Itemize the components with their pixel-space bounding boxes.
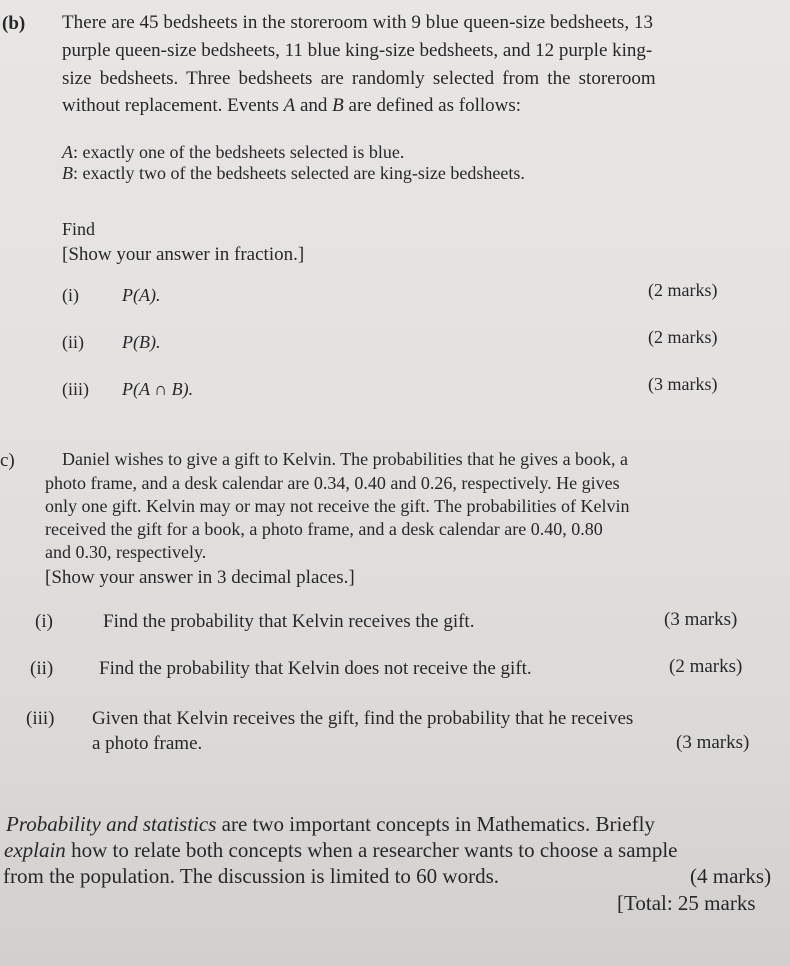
question-c-i-marks: (3 marks) xyxy=(664,609,738,630)
event-a-definition: A: exactly one of the bedsheets selected is blue. xyxy=(62,142,405,162)
question-b-i-expression: P(A). xyxy=(122,285,161,305)
part-c-paragraph-line-1: Daniel wishes to give a gift to Kelvin. The probabilities that he gives a book, a xyxy=(62,449,629,469)
question-b-ii-expression: P(B). xyxy=(122,332,161,352)
part-b-paragraph-line-2: purple queen-size bedsheets, 11 blue king-size bedsheets, and 12 purple king- xyxy=(62,40,653,61)
question-b-iii-number: (iii) xyxy=(62,379,89,399)
question-b-iii-marks: (3 marks) xyxy=(648,374,718,394)
part-d-line-1-rest: are two important concepts in Mathematics. Briefly xyxy=(216,812,655,836)
question-c-iii-text: Given that Kelvin receives the gift, find the probability that he receives xyxy=(92,708,634,729)
part-c-paragraph-line-2: photo frame, and a desk calendar are 0.34, 0.40 and 0.26, respectively. He gives xyxy=(45,473,620,493)
part-d-marks: (4 marks) xyxy=(690,864,772,888)
question-c-ii-text: Find the probability that Kelvin does not receive the gift. xyxy=(99,658,532,679)
part-c-instruction: [Show your answer in 3 decimal places.] xyxy=(45,567,355,588)
part-b-paragraph-line-3: size bedsheets. Three bedsheets are randomly selected from the storeroom xyxy=(62,68,656,89)
part-c-paragraph-line-5: and 0.30, respectively. xyxy=(45,542,207,562)
question-b-ii-number: (ii) xyxy=(62,332,84,352)
part-c-paragraph-line-4: received the gift for a book, a photo frame, and a desk calendar are 0.40, 0.80 xyxy=(45,519,603,539)
total-marks: [Total: 25 marks xyxy=(617,891,756,915)
part-b-paragraph-line-4: without replacement. Events A and B are defined as follows: xyxy=(62,95,522,116)
find-label: Find xyxy=(62,219,96,239)
question-b-i-marks: (2 marks) xyxy=(648,280,718,300)
question-c-i-text: Find the probability that Kelvin receives the gift. xyxy=(103,611,475,632)
part-b-paragraph-line-1: There are 45 bedsheets in the storeroom with 9 blue queen-size bedsheets, 13 xyxy=(62,12,654,33)
part-d-line-3: from the population. The discussion is limited to 60 words. xyxy=(3,864,499,888)
question-b-i-number: (i) xyxy=(62,285,79,305)
question-c-iii-marks: (3 marks) xyxy=(676,732,750,753)
part-d-line-1 xyxy=(6,814,655,835)
part-b-label: (b) xyxy=(2,13,26,34)
part-b-instruction: [Show your answer in fraction.] xyxy=(62,244,305,265)
part-d-line-2-lead: explain xyxy=(4,838,66,862)
question-c-ii-number: (ii) xyxy=(30,658,54,679)
question-c-ii-marks: (2 marks) xyxy=(669,656,743,677)
question-c-iii-text-line-2: a photo frame. xyxy=(92,733,203,754)
part-d-line-2-rest: how to relate both concepts when a researcher wants to choose a sample xyxy=(65,838,678,862)
question-c-iii-number: (iii) xyxy=(26,708,55,729)
part-c-label: c) xyxy=(0,450,15,471)
part-c-paragraph-line-3: only one gift. Kelvin may or may not receive the gift. The probabilities of Kelvin xyxy=(45,496,630,516)
question-b-ii-marks: (2 marks) xyxy=(648,327,718,347)
question-b-iii-expression: P(A ∩ B). xyxy=(122,379,194,399)
part-d-line-1-lead: Probability and statistics xyxy=(6,812,217,836)
event-b-definition: B: exactly two of the bedsheets selected are king-size bedsheets. xyxy=(62,163,525,183)
question-c-i-number: (i) xyxy=(35,611,53,632)
part-d-line-2 xyxy=(4,840,678,861)
